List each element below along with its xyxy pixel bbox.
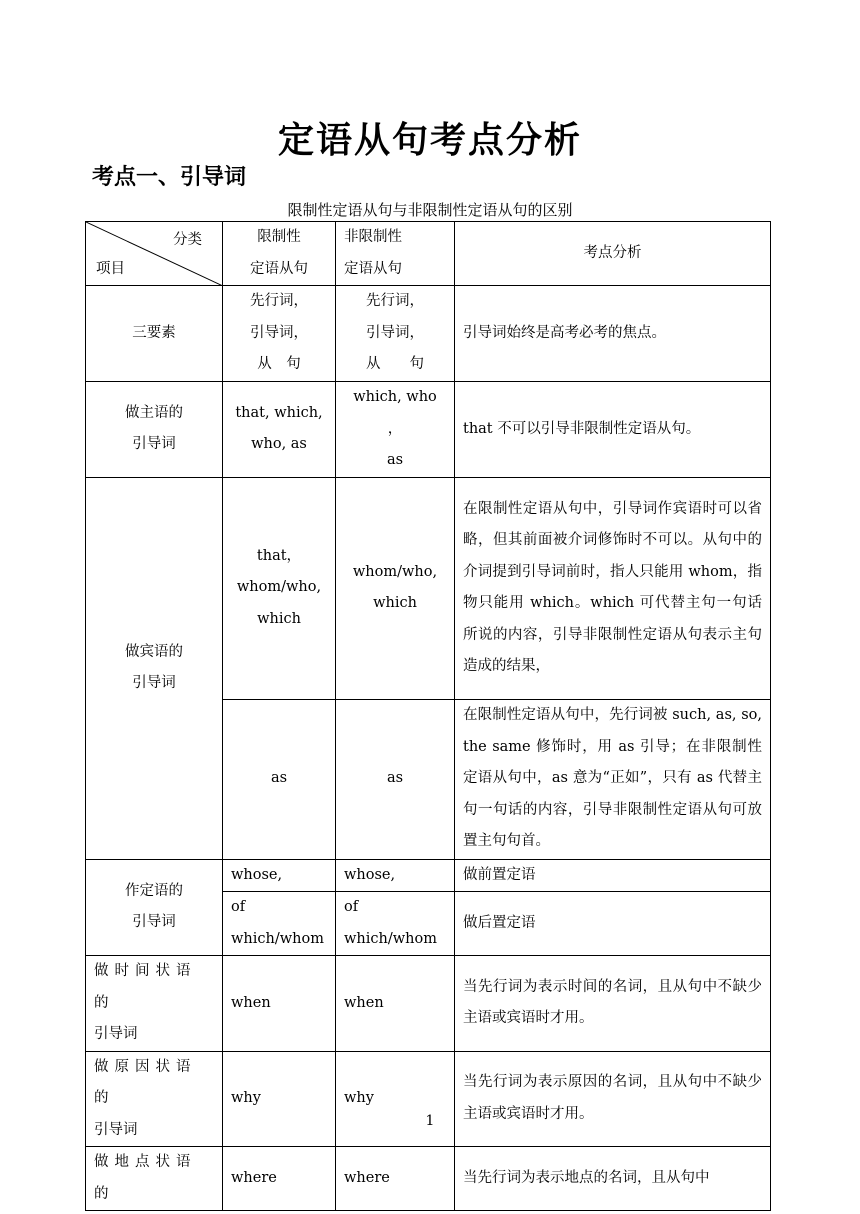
analysis-cell: 当先行词为表示原因的名词，且从句中不缺少主语或宾语时才用。 xyxy=(455,1051,771,1147)
analysis-cell: 做后置定语 xyxy=(455,892,771,956)
cell-line: as xyxy=(386,452,404,468)
label-line: 做原因状语的 xyxy=(94,1058,197,1106)
cell-line: that， xyxy=(256,547,302,564)
cell-line: 引导词， xyxy=(366,324,424,341)
restrictive-cell xyxy=(223,286,336,382)
header-restrictive xyxy=(223,222,336,286)
restrictive-cell: when xyxy=(223,956,336,1052)
header-nonrestrictive xyxy=(336,222,455,286)
cell-line: of xyxy=(231,899,246,915)
cell-line: of xyxy=(344,899,359,915)
row-label xyxy=(86,382,223,478)
table-row-subject xyxy=(86,382,771,478)
cell-line: whom/who, xyxy=(352,563,438,580)
restrictive-cell xyxy=(223,477,336,699)
section-heading: 考点一、引导词 xyxy=(92,165,247,190)
cell-line: 先行词， xyxy=(250,293,308,310)
row-label xyxy=(86,1147,223,1211)
header-line: 定语从句 xyxy=(344,260,402,277)
table-row-attributive xyxy=(86,859,771,892)
table-header-row xyxy=(86,222,771,286)
label-line: 做地点状语的 xyxy=(94,1154,197,1202)
header-category: 分类 xyxy=(173,232,202,248)
table-row-place xyxy=(86,1147,771,1211)
row-label xyxy=(86,956,223,1052)
cell-line: which/whom xyxy=(344,930,437,947)
cell-line: 从 句 xyxy=(366,356,424,373)
table-row-three-elements xyxy=(86,286,771,382)
label-line: 引导词 xyxy=(132,675,176,691)
restrictive-cell: where xyxy=(223,1147,336,1211)
analysis-cell: 在限制性定语从句中，先行词被 such, as, so, the same 修饰时，用 as 引导；在非限制性定语从句中，as 意为“正如”，只有 as 代替主句一句话的内容，引导非限制性定语从句可放置主句句首。 xyxy=(455,699,771,859)
nonrestrictive-cell xyxy=(336,286,455,382)
page-number: 1 xyxy=(425,1113,435,1129)
header-line: 定语从句 xyxy=(250,260,308,277)
page-title: 定语从句考点分析 xyxy=(277,120,582,161)
cell-line: which xyxy=(257,610,301,627)
restrictive-cell: why xyxy=(223,1051,336,1147)
cell-line: which, who ， xyxy=(353,389,437,437)
cell-line: 从 句 xyxy=(257,356,301,373)
analysis-cell: 做前置定语 xyxy=(455,859,771,892)
row-label: 三要素 xyxy=(86,286,223,382)
header-line: 限制性 xyxy=(257,229,301,245)
restrictive-cell: whose, xyxy=(223,859,336,892)
row-label xyxy=(86,859,223,956)
label-line: 做主语的 xyxy=(125,404,183,421)
label-line: 做时间状语的 xyxy=(94,963,197,1011)
nonrestrictive-cell: why xyxy=(336,1051,455,1147)
table-row-time xyxy=(86,956,771,1052)
cell-line: which xyxy=(373,595,417,611)
comparison-table xyxy=(85,221,771,1211)
restrictive-cell xyxy=(223,382,336,478)
nonrestrictive-cell: where xyxy=(336,1147,455,1211)
header-line: 非限制性 xyxy=(344,229,402,245)
cell-line: that, which, xyxy=(235,404,323,421)
row-label xyxy=(86,477,223,859)
label-line: 引导词 xyxy=(132,436,176,453)
analysis-cell: 当先行词为表示地点的名词，且从句中 xyxy=(455,1147,771,1211)
analysis-cell: 当先行词为表示时间的名词，且从句中不缺少主语或宾语时才用。 xyxy=(455,956,771,1052)
restrictive-cell xyxy=(223,892,336,956)
label-line: 引导词 xyxy=(132,914,176,931)
header-item: 项目 xyxy=(96,261,125,277)
nonrestrictive-cell: when xyxy=(336,956,455,1052)
nonrestrictive-cell: as xyxy=(336,699,455,859)
label-line: 引导词 xyxy=(94,1121,138,1138)
analysis-cell: that 不可以引导非限制性定语从句。 xyxy=(455,382,771,478)
cell-line: who, as xyxy=(251,436,307,453)
cell-line: 引导词， xyxy=(250,324,308,341)
cell-line: which/whom xyxy=(231,930,324,947)
nonrestrictive-cell xyxy=(336,477,455,699)
header-analysis: 考点分析 xyxy=(455,222,771,286)
table-row-object xyxy=(86,477,771,699)
cell-line: whom/who, xyxy=(236,579,322,596)
label-line: 作定语的 xyxy=(125,882,183,899)
row-label xyxy=(86,1051,223,1147)
analysis-cell: 引导词始终是高考必考的焦点。 xyxy=(455,286,771,382)
restrictive-cell: as xyxy=(223,699,336,859)
diagonal-header-cell xyxy=(86,222,223,286)
cell-line: 先行词， xyxy=(366,293,424,310)
table-row-reason xyxy=(86,1051,771,1147)
nonrestrictive-cell xyxy=(336,382,455,478)
label-line: 做宾语的 xyxy=(125,643,183,660)
nonrestrictive-cell xyxy=(336,892,455,956)
analysis-cell: 在限制性定语从句中，引导词作宾语时可以省略，但其前面被介词修饰时不可以。从句中的介词提到引导词前时，指人只能用 whom，指物只能用 which。which 可代替主句一句话所说的内容，引导非限制性定语从句表示主句造成的结果， xyxy=(455,477,771,699)
label-line: 引导词 xyxy=(94,1026,138,1042)
table-caption: 限制性定语从句与非限制性定语从句的区别 xyxy=(287,201,573,219)
nonrestrictive-cell: whose, xyxy=(336,859,455,892)
